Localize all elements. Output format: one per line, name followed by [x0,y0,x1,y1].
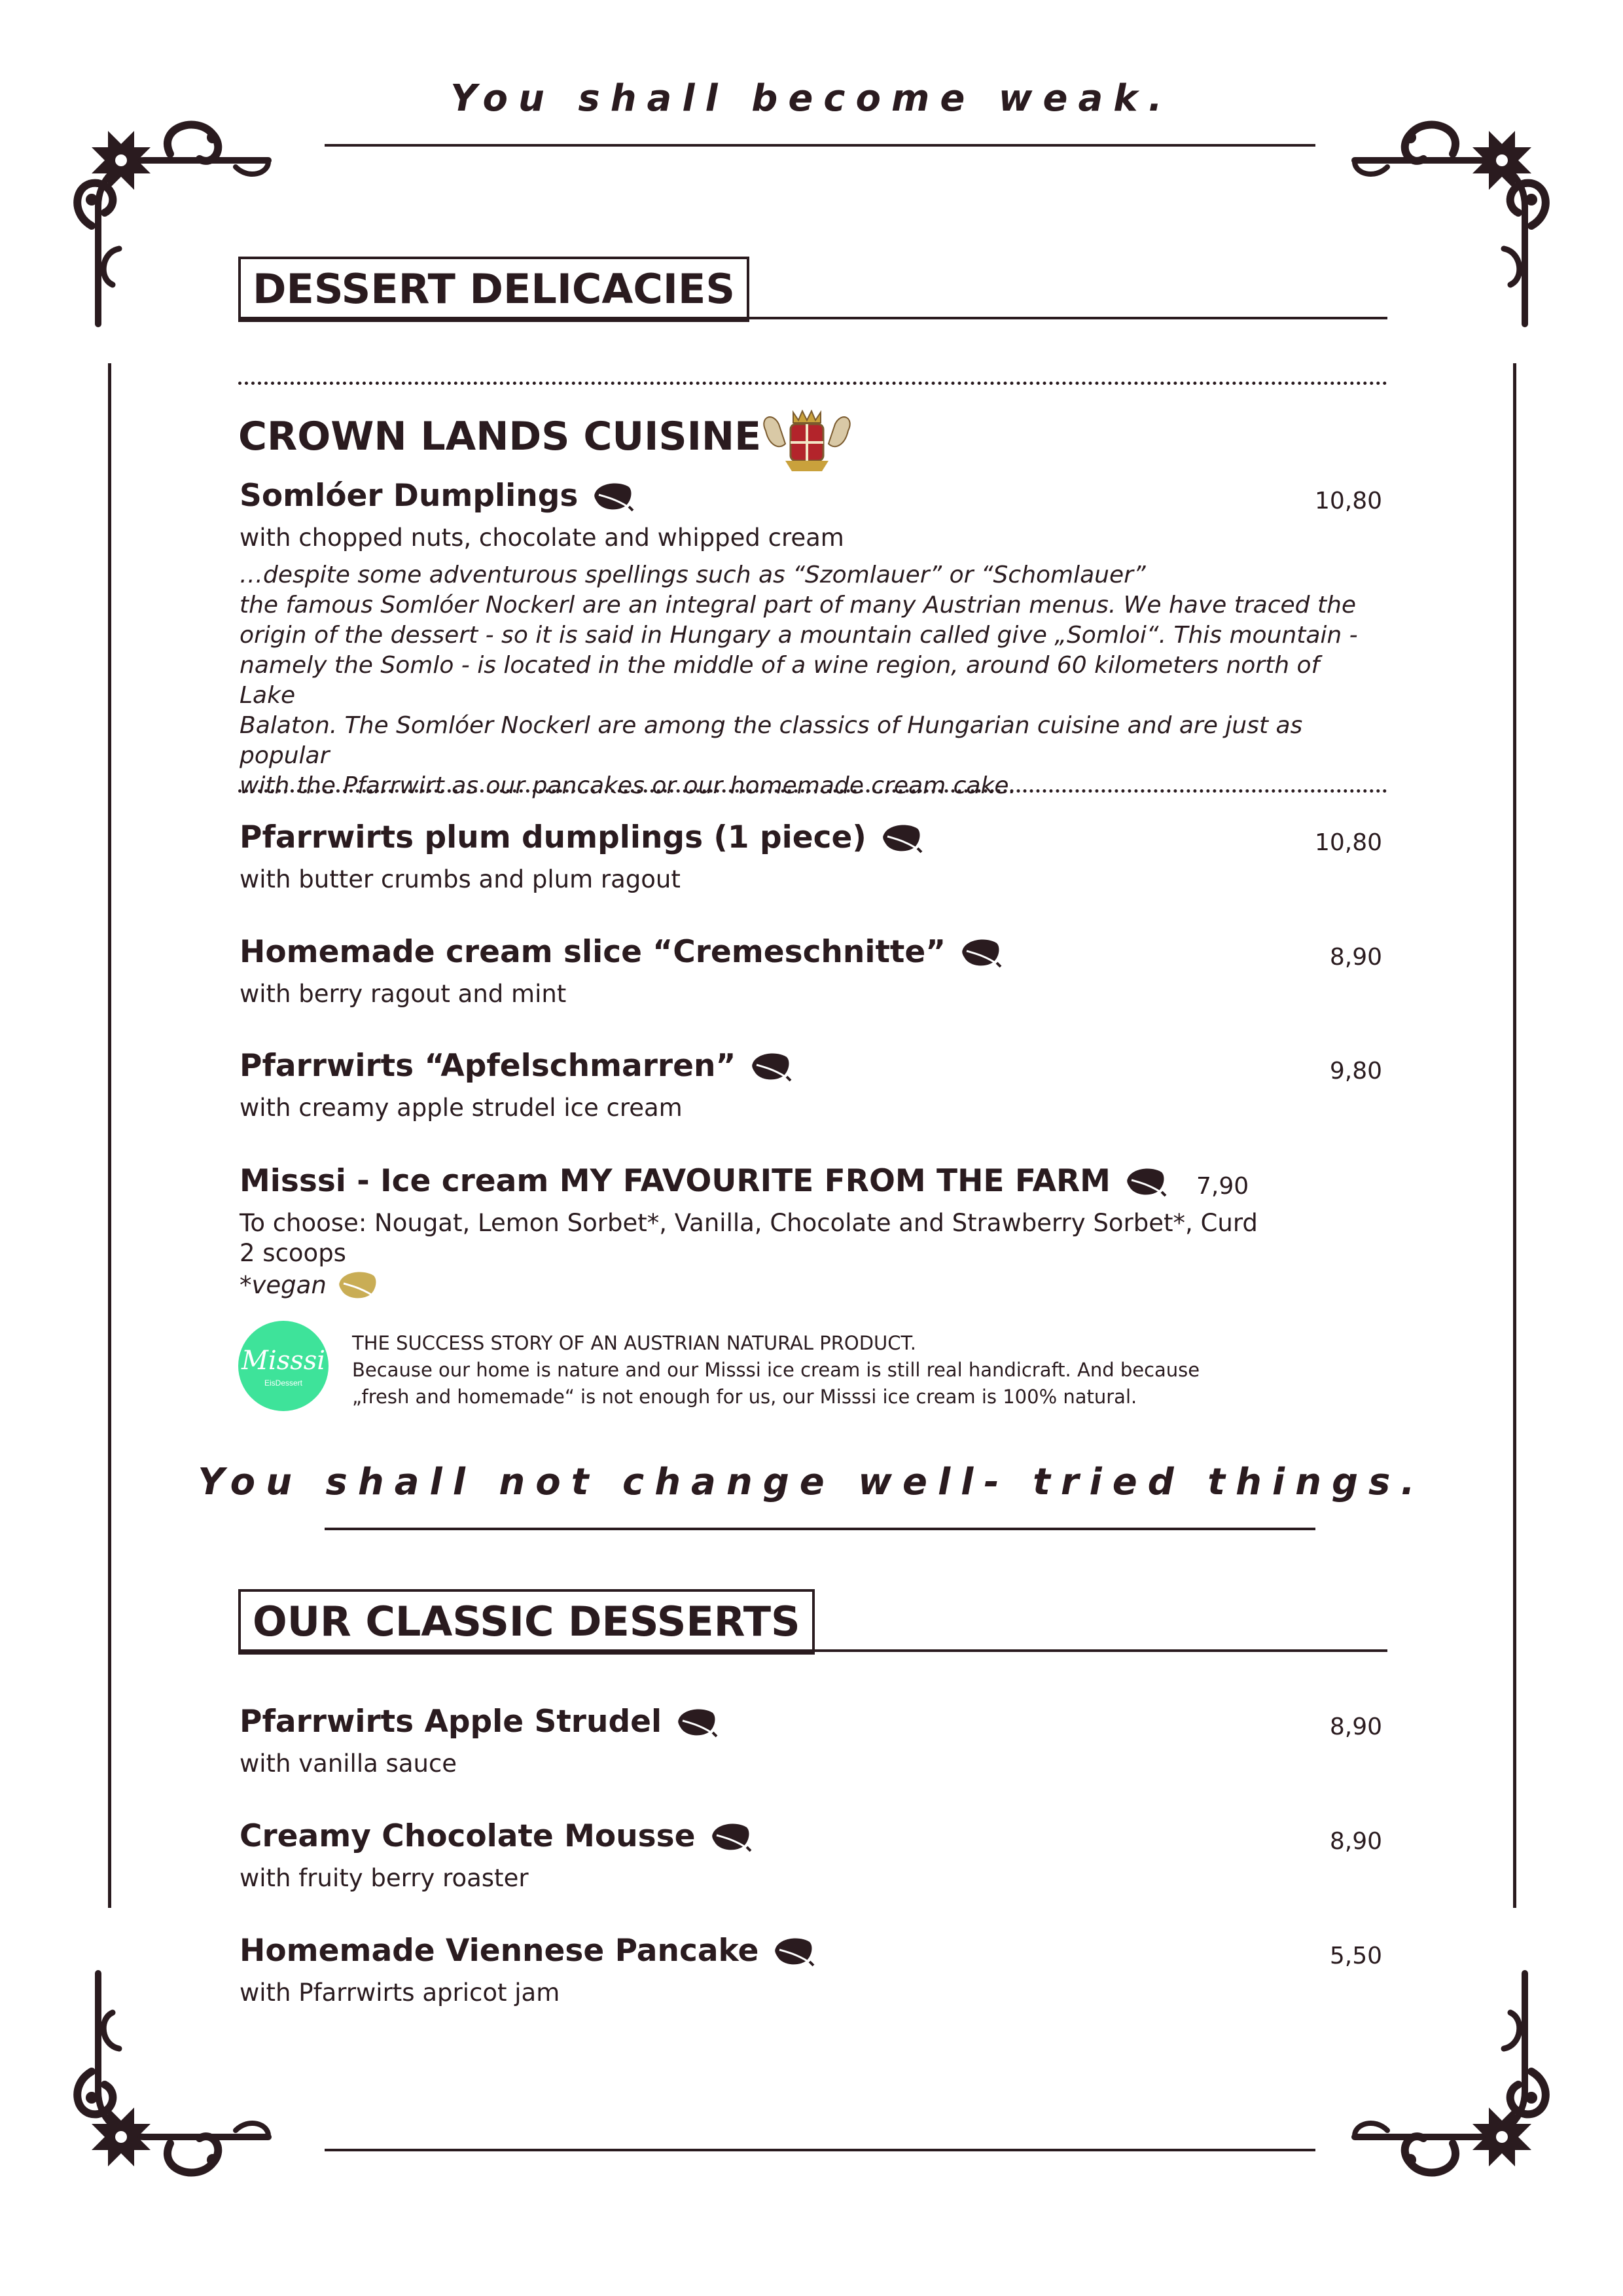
menu-item-price: 5,50 [1329,1943,1382,1969]
coat-of-arms-icon [759,404,855,475]
icecream-scoops: 2 scoops [240,1239,346,1267]
corner-ornament-top-right [1342,108,1551,331]
viennese-pancake-name: Homemade Viennese Pancake [240,1933,759,1969]
leaf-icon [676,1706,718,1738]
menu-item-name [240,478,634,514]
menu-item-name [240,1704,718,1740]
menu-item-description: with fruity berry roaster [240,1864,529,1892]
cream-slice-name: Homemade cream slice “Cremeschnitte” [240,934,946,970]
somloer-dumplings-name: Somlóer Dumplings [240,478,579,514]
vegan-label: *vegan [240,1270,327,1299]
misssi-logo [238,1321,329,1411]
corner-ornament-bottom-right [1342,1967,1551,2189]
plum-dumplings-name: Pfarrwirts plum dumplings (1 piece) [240,819,866,855]
leaf-icon [592,480,634,512]
menu-item-name [240,1048,792,1084]
menu-item-description: with chopped nuts, chocolate and whipped cream [240,524,844,552]
dotted-divider [238,382,1387,385]
leaf-icon [881,822,923,853]
story-line: the famous Somlóer Nockerl are an integral part of many Austrian menus. We have traced the [240,592,1357,619]
apfelschmarren-name: Pfarrwirts “Apfelschmarren” [240,1048,736,1084]
misssi-heading: THE SUCCESS STORY OF AN AUSTRIAN NATURAL PRODUCT. [352,1332,917,1354]
menu-item-description: with berry ragout and mint [240,980,567,1008]
leaf-icon [710,1821,752,1852]
vegan-note [240,1269,379,1300]
subsection-title-crown-lands: CROWN LANDS CUISINE [238,414,762,459]
misssi-text-line: „fresh and homemade“ is not enough for us, our Misssi ice cream is 100% natural. [352,1386,1137,1408]
header-rule [325,144,1315,147]
misssi-icecream-name: Misssi - Ice cream MY FAVOURITE FROM THE FARM [240,1163,1111,1199]
menu-item-price: 8,90 [1329,944,1382,971]
story-line: origin of the dessert - so it is said in Hungary a mountain called give „Somloi“. This mountain - [240,622,1358,649]
story-line: with the Pfarrwirt as our pancakes or our homemade cream cake. [240,772,1016,799]
menu-item-price: 10,80 [1314,488,1382,514]
menu-item-name [240,819,923,855]
story-line: Balaton. The Somlóer Nockerl are among the classics of Hungarian cuisine and are just as popular [240,712,1303,769]
story-line: …despite some adventurous spellings such as “Szomlauer” or “Schomlauer” [240,562,1146,588]
section-title-underline [238,317,1387,319]
leaf-icon [1125,1166,1167,1197]
menu-item-price: 10,80 [1314,829,1382,856]
icecream-flavours: To choose: Nougat, Lemon Sorbet*, Vanilla, Chocolate and Strawberry Sorbet*, Curd [240,1209,1258,1237]
footer-rule [325,2149,1315,2151]
menu-item-description: with Pfarrwirts apricot jam [240,1979,560,2007]
menu-item-price: 9,80 [1329,1058,1382,1085]
menu-item-name [240,1818,752,1854]
menu-item-price: 8,90 [1329,1713,1382,1740]
menu-item-price: 8,90 [1329,1828,1382,1855]
header-motto: You shall become weak. [450,77,1173,120]
icecream-price: 7,90 [1196,1173,1249,1200]
misssi-text-line: Because our home is nature and our Misssi ice cream is still real handicraft. And because [352,1359,1200,1381]
menu-item-description: with vanilla sauce [240,1749,457,1778]
frame-right-line [1513,363,1516,1908]
section-title-dessert-delicacies: DESSERT DELICACIES [238,257,749,322]
frame-left-line [108,363,111,1908]
middle-motto-rule [325,1528,1315,1530]
misssi-logo-text: Misssi [241,1346,326,1376]
menu-item-name [240,1933,815,1969]
apple-strudel-name: Pfarrwirts Apple Strudel [240,1704,662,1740]
menu-item-description: with butter crumbs and plum ragout [240,865,681,893]
dotted-divider [238,789,1387,793]
middle-motto: You shall not change well- tried things. [198,1461,1425,1503]
section-title-classic-desserts: OUR CLASSIC DESSERTS [238,1589,815,1655]
vegan-leaf-icon [337,1269,379,1300]
leaf-icon [773,1935,815,1967]
section-title-underline [238,1649,1387,1652]
dessert-story [240,560,1378,801]
leaf-icon [750,1050,792,1082]
menu-item-name [240,934,1002,970]
leaf-icon [960,937,1002,968]
menu-item-description: with creamy apple strudel ice cream [240,1094,683,1122]
misssi-logo-subtext: EisDessert [264,1378,302,1388]
story-line: namely the Somlo - is located in the middle of a wine region, around 60 kilometers north of Lake [240,652,1320,709]
chocolate-mousse-name: Creamy Chocolate Mousse [240,1818,696,1854]
menu-item-name [240,1163,1167,1199]
